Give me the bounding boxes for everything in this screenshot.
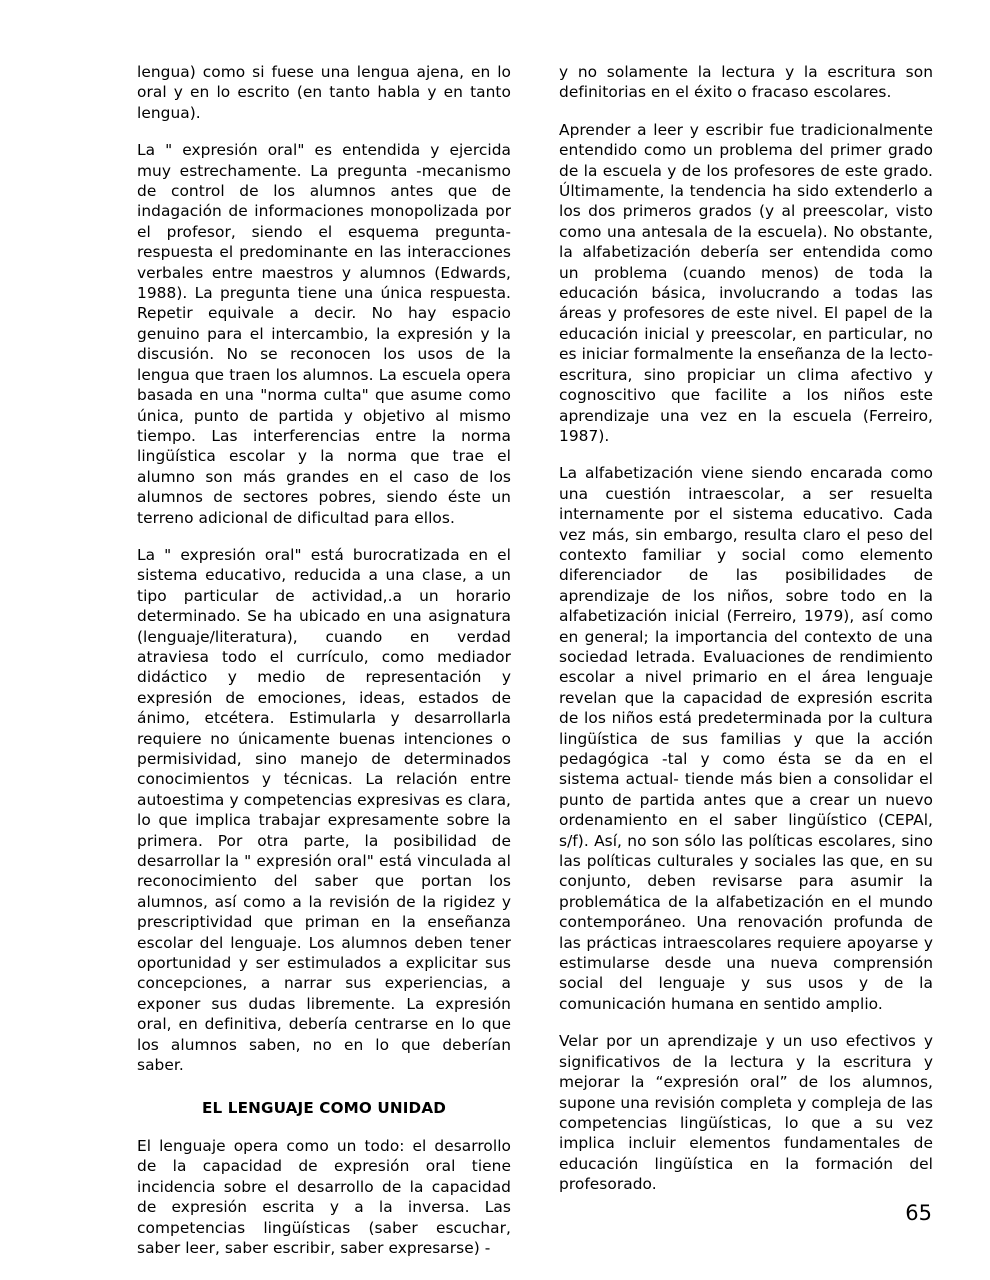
page-number: 65 bbox=[905, 1201, 932, 1225]
paragraph: y no solamente la lectura y la escritura son definitorias en el éxito o fracaso escolares. bbox=[559, 63, 933, 102]
paragraph: La " expresión oral" está burocratizada en el sistema educativo, reducida a una clase, a un tipo particular de actividad,.a un horario determinado. Se ha ubicado en una asignatura (lenguaje/literatura), cuando en verdad atraviesa todo el currículo, como mediador didáctico y medio de representación y expresión de emociones, ideas, estados de ánimo, etcétera. Estimularla y desarrollarla requiere no únicamente buenas intenciones o permisividad, sino manejo de determinados conocimientos y técnicas. La relación entre autoestima y competencias expresivas es clara, lo que implica trabajar expresamente sobre la primera. Por otra parte, la posibilidad de desarrollar la " expresión oral" está vinculada al reconocimiento del saber que portan los alumnos, así como a la revisión de la rigidez y prescriptividad que priman en la enseñanza escolar del lenguaje. Los alumnos deben tener oportunidad y ser estimulados a explicitar sus concepciones, a narrar sus experiencias, a exponer sus dudas libremente. La expresión oral, en definitiva, debería centrarse en lo que los alumnos saben, no en lo que deberían saber. bbox=[137, 545, 511, 1075]
paragraph: lengua) como si fuese una lengua ajena, en lo oral y en lo escrito (en tanto habla y en tanto lengua). bbox=[137, 63, 511, 122]
left-column bbox=[137, 62, 511, 1257]
paragraph: Aprender a leer y escribir fue tradicionalmente entendido como un problema del primer grado de la escuela y de los profesores de este grado. Últimamente, la tendencia ha sido extenderlo a los dos primeros grados (y al preescolar, visto como una antesala de la escuela). No obstante, la alfabetización debería ser entendida como un problema (cuando menos) de toda la educación básica, involucrando a todas las áreas y profesores de este nivel. El papel de la educación inicial y preescolar, en particular, no es iniciar formalmente la enseñanza de la lecto-escritura, sino propiciar un clima afectivo y cognoscitivo que facilite a los niños este aprendizaje una vez en la escuela (Ferreiro, 1987). bbox=[559, 120, 933, 445]
right-column bbox=[559, 62, 933, 1194]
paragraph: Velar por un aprendizaje y un uso efectivos y significativos de la lectura y la escritura y mejorar la “expresión oral” de los alumnos, supone una revisión completa y compleja de las competencias lingüísticas, lo que a su vez implica incluir elementos fundamentales de educación lingüística en la formación del profesorado. bbox=[559, 1032, 933, 1194]
paragraph: La " expresión oral" es entendida y ejercida muy estrechamente. La pregunta -mecanismo de control de los alumnos antes que de indagación de informaciones monopolizada por el profesor, siendo el esquema pregunta-respuesta el predominante en las interacciones verbales entre maestros y alumnos (Edwards, 1988). La pregunta tiene una única respuesta. Repetir equivale a decir. No hay espacio genuino para el intercambio, la expresión y la discusión. No se reconocen los usos de la lengua que traen los alumnos. La escuela opera basada en una "norma culta" que asume como única, punto de partida y objetivo al mismo tiempo. Las interferencias entre la norma lingüística escolar y la norma que trae el alumno son más grandes en el caso de los alumnos de sectores pobres, siendo éste un terreno adicional de dificultad para ellos. bbox=[137, 141, 511, 527]
section-heading: EL LENGUAJE COMO UNIDAD bbox=[202, 1098, 446, 1117]
paragraph: La alfabetización viene siendo encarada como una cuestión intraescolar, a ser resuelta internamente por el sistema educativo. Cada vez más, sin embargo, resulta claro el peso del contexto familiar y social como elemento diferenciador de las posibilidades de aprendizaje de los niños, sobre todo en la alfabetización inicial (Ferreiro, 1979), así como en general; la importancia del contexto de una sociedad letrada. Evaluaciones de rendimiento escolar a nivel primario en el área lenguaje revelan que la capacidad de expresión escrita de los niños está predeterminada por la cultura lingüística de sus familias y que la acción pedagógica -tal y como ésta se da en el sistema actual- tiende más bien a consolidar el punto de partida antes que a crear un nuevo ordenamiento en el saber lingüístico (CEPAl, s/f). Así, no son sólo las políticas escolares, sino las políticas culturales y sociales las que, en su conjunto, deben revisarse para asumir la problemática de la alfabetización en el mundo contemporáneo. Una renovación profunda de las prácticas intraescolares requiere apoyarse y estimularse desde una nueva comprensión social del lenguaje y sus usos y de la comunicación humana en sentido amplio. bbox=[559, 464, 933, 1013]
paragraph: El lenguaje opera como un todo: el desarrollo de la capacidad de expresión oral tiene incidencia sobre el desarrollo de la capacidad de expresión escrita y a la inversa. Las competencias lingüísticas (saber escuchar, saber leer, saber escribir, saber expresarse) - bbox=[137, 1136, 511, 1257]
